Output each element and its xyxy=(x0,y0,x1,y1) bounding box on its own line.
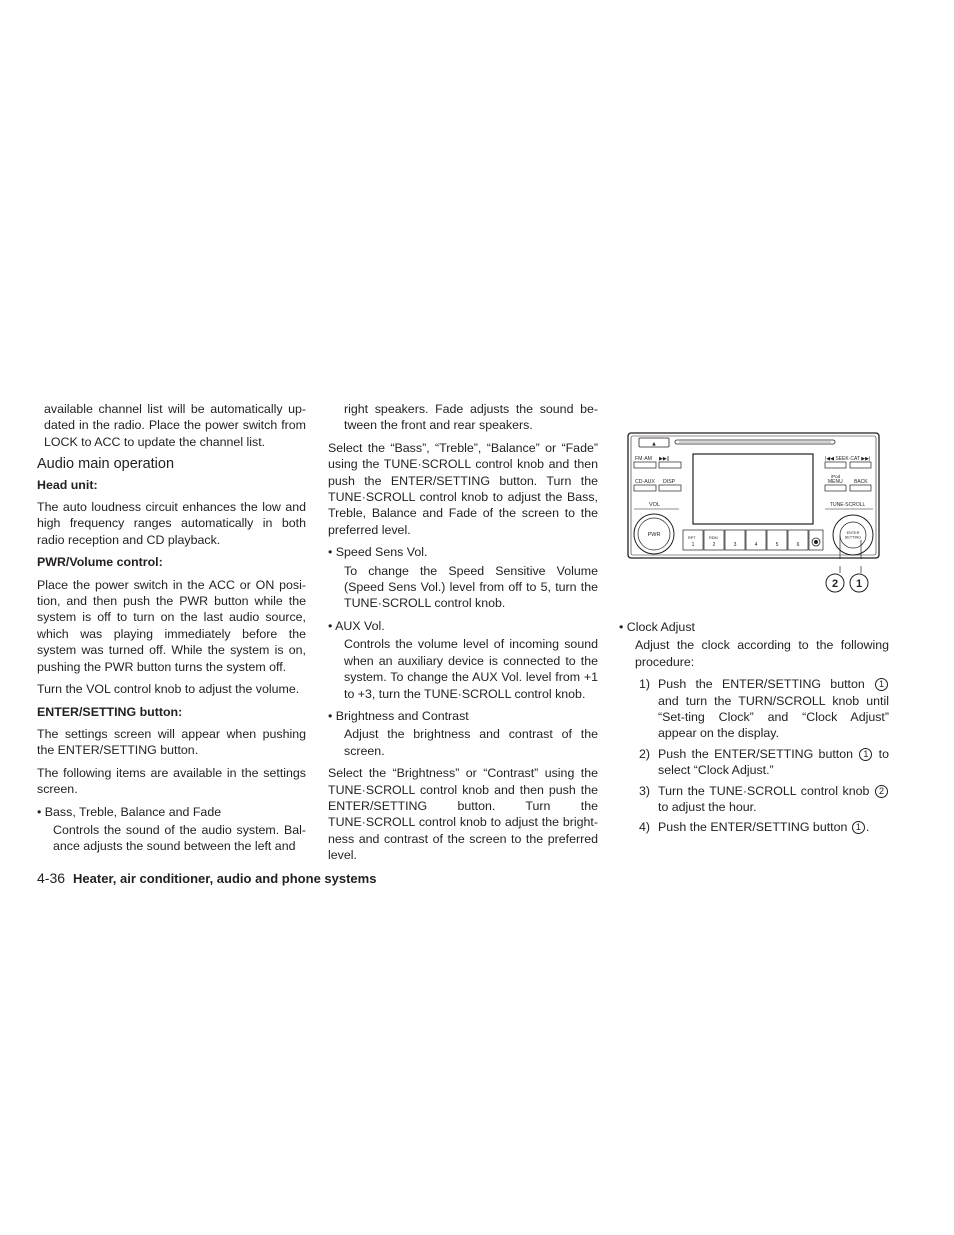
step-text-rest: . xyxy=(865,820,870,835)
seek-left-button xyxy=(825,462,846,468)
preset-5: 5 xyxy=(775,542,779,548)
vol-text: Turn the VOL control knob to adjust the volume. xyxy=(37,682,300,697)
menu-button xyxy=(825,485,846,491)
list-item xyxy=(619,783,889,816)
clock-steps xyxy=(619,676,889,836)
step-number: 2) xyxy=(639,746,651,761)
circled-number: 1 xyxy=(859,748,872,761)
step-text: Turn the TUNE·SCROLL control knob xyxy=(658,783,870,798)
step-text-rest: to select “Clock Adjust.” xyxy=(658,746,889,778)
eject-icon: ▲ xyxy=(651,441,657,448)
enter-heading: ENTER/SETTING button: xyxy=(37,704,183,719)
step-text: Push the ENTER/SETTING button xyxy=(658,746,853,761)
callout-2-label: 2 xyxy=(831,578,839,590)
aux-vol-text: Controls the volume level of incoming sound when an auxiliary device is connected to the system. To change the AUX Vol. level from +1 to +3, turn the TUNE·SCROLL control knob. xyxy=(344,637,598,701)
preset-6: 6 xyxy=(796,542,800,548)
list-item xyxy=(619,819,889,835)
chapter-title: Heater, air conditioner, audio and phone systems xyxy=(73,871,377,886)
bullet-aux-vol: • AUX Vol. xyxy=(328,618,385,633)
list-item xyxy=(619,676,889,742)
pwr-label: PWR xyxy=(647,532,661,538)
setting-label: SETTING xyxy=(844,535,862,540)
page-footer xyxy=(37,870,376,886)
step-text: Push the ENTER/SETTING button xyxy=(658,820,848,835)
play-pause-button xyxy=(659,462,681,468)
back-button xyxy=(850,485,871,491)
bullet-bass-treble: • Bass, Treble, Balance and Fade xyxy=(37,804,222,819)
vol-label: VOL xyxy=(649,502,661,508)
display-screen xyxy=(693,454,813,524)
paragraph-continued: available channel list will be automatically up-dated in the radio. Place the power switch from LOCK to ACC to update the channel list. xyxy=(44,402,306,449)
select-bass-text: Select the “Bass”, “Treble”, “Balance” or “Fade” using the TUNE·SCROLL control knob and then push the ENTER/SETTING button. Turn the TUNE·SCROLL control knob to adjust the Bass, Treble, Balance and Fade of the screen to the preferred level. xyxy=(328,440,598,537)
enter-text: The settings screen will appear when pushing the ENTER/SETTING button. xyxy=(37,726,306,758)
list-item xyxy=(619,746,889,779)
speed-sens-text: To change the Speed Sensitive Volume (Speed Sens Vol.) level from off to 5, turn the TUNE·SCROLL control knob. xyxy=(344,563,598,611)
preset-3: 3 xyxy=(733,542,737,548)
cd-aux-button xyxy=(634,485,656,491)
items-text: The following items are available in the settings screen. xyxy=(37,765,306,797)
menu-label: MENU xyxy=(828,479,843,485)
step-number: 3) xyxy=(639,783,651,798)
disp-label: DISP xyxy=(663,479,676,485)
select-brightness-text: Select the “Brightness” or “Contrast” using the TUNE·SCROLL control knob and then push the ENTER/SETTING button. Turn the TUNE·SCROLL control knob to adjust the bright-ness and contrast of the screen to the preferred level. xyxy=(328,766,598,863)
diagram-callouts xyxy=(820,566,880,596)
audio-unit-illustration xyxy=(627,432,880,559)
back-label: BACK xyxy=(854,479,868,485)
rdm-label: RDM xyxy=(709,536,718,540)
circled-number: 1 xyxy=(852,821,865,834)
column-3 xyxy=(619,619,889,840)
bullet-bass-treble-text: Controls the sound of the audio system. Bal-ance adjusts the sound between the left and xyxy=(53,822,306,854)
step-text-rest: and turn the TURN/SCROLL knob until “Set-ting Clock” and “Clock Adjust” appear on the display. xyxy=(658,693,889,741)
bullet-speed-sens: • Speed Sens Vol. xyxy=(328,545,428,560)
circled-number: 1 xyxy=(875,678,888,691)
bullet-brightness: • Brightness and Contrast xyxy=(328,708,469,723)
ipod-label: iPod xyxy=(831,474,841,479)
preset-1: 1 xyxy=(691,542,695,548)
section-heading: Audio main operation xyxy=(37,456,175,473)
fm-am-label: FM·AM xyxy=(635,456,652,462)
step-text: Push the ENTER/SETTING button xyxy=(658,677,865,692)
head-unit-text: The auto loudness circuit enhances the low and high frequency ranges automatically in both radio reception and CD playback. xyxy=(37,500,306,547)
head-unit-heading: Head unit: xyxy=(37,477,98,492)
brightness-text: Adjust the brightness and contrast of the screen. xyxy=(344,727,598,758)
preset-2: 2 xyxy=(712,542,716,548)
column-1 xyxy=(37,401,306,861)
fm-am-button xyxy=(634,462,656,468)
clock-adjust-text: Adjust the clock according to the following procedure: xyxy=(635,638,889,669)
step-text-rest: to adjust the hour. xyxy=(658,800,757,815)
circled-number: 2 xyxy=(875,785,888,798)
disp-button xyxy=(659,485,681,491)
step-number: 1) xyxy=(639,677,651,692)
play-pause-label: ▶▶|| xyxy=(659,456,670,462)
rpt-label: RPT xyxy=(688,536,696,540)
callout-1-label: 1 xyxy=(855,578,863,590)
paragraph-continued: right speakers. Fade adjusts the sound be-tween the front and rear speakers. xyxy=(344,402,598,433)
pwr-heading: PWR/Volume control: xyxy=(37,555,163,570)
tune-scroll-label: TUNE·SCROLL xyxy=(830,502,866,508)
column-2 xyxy=(328,401,598,870)
bullet-clock-adjust: • Clock Adjust xyxy=(619,620,695,634)
enter-label: ENTER xyxy=(846,531,860,535)
page-number: 4-36 xyxy=(37,870,66,886)
seek-label: |◀◀ SEEK·CAT ▶▶| xyxy=(825,456,871,462)
cd-aux-label: CD·AUX xyxy=(635,479,655,485)
pwr-text: Place the power switch in the ACC or ON posi-tion, and then push the PWR button while the system is off to turn on the last audio source, which was playing immediately before the system was turned off. While the system is on, pushing the PWR button turns the system off. xyxy=(37,577,306,674)
seek-right-button xyxy=(850,462,871,468)
preset-4: 4 xyxy=(754,542,758,548)
step-number: 4) xyxy=(639,820,651,835)
